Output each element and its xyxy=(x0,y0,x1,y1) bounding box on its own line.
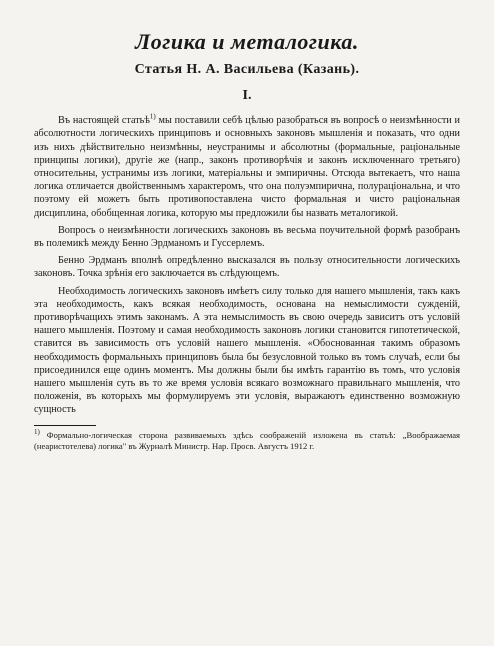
paragraph-1 xyxy=(34,114,460,220)
footnote-text: Формально-логическая сторона развиваемыхъ здѣсь соображеній изложена въ статьѣ: „Воображаемая (неаристотелева) логика" въ Журналѣ Министр. Нар. Просв. Августъ 1912 г. xyxy=(34,429,460,451)
article-byline: Статья Н. А. Васильева (Казань). xyxy=(134,62,360,78)
footnote xyxy=(34,427,460,452)
footnote-divider xyxy=(34,425,96,426)
paragraph-1-rest: мы поставили себѣ цѣлью разобраться въ вопросѣ о неизмѣнности и абсолютности логическихъ принциповъ и основныхъ законовъ мышленія и показать, что одни изъ нихъ дѣйствительно неизмѣнны, неустранимы и абсолютны (формальные, раціональные принципы логики), другіе же (напр., законъ противорѣчія и законъ исключеннаго третьяго) относительны, устранимы изъ логики, матеріальны и эмпиричны. Отсюда вытекаетъ, что наша логика отличается двойственнымъ характеромъ, что она полуэмпирична, полураціональна, и что поэтому ей можетъ быть противопоставлена чисто формальная и чисто раціональная дисциплина, обобщенная логика, которую мы предложили бы назвать металогикой. xyxy=(34,115,461,219)
section-number: I. xyxy=(242,88,252,104)
paragraph-2: Вопросъ о неизмѣнности логическихъ законовъ въ весьма поучительной формѣ разобранъ въ полемикѣ между Бенно Эрдманомъ и Гуссерлемъ. xyxy=(34,224,460,250)
paragraph-3: Бенно Эрдманъ вполнѣ опредѣленно высказался въ пользу относительности логическихъ законовъ. Точка зрѣнія его заключается въ слѣдующемъ. xyxy=(34,255,460,280)
footnote-mark: 1) xyxy=(34,427,40,436)
paragraph-1-start: Въ настоящей статьѣ xyxy=(58,115,150,127)
footnote-reference: 1) xyxy=(149,112,156,121)
paragraph-4: Необходимость логическихъ законовъ имѣетъ силу только для нашего мышленія, такъ какъ эта необходимость, какъ всякая необходимость, основана на немыслимости сужденій, противорѣчащихъ этимъ законамъ. А эта немыслимость въ свою очередь зависитъ отъ условій нашего мышленія. Поэтому и самая необходимость законовъ логики становится гипотетической, ставится въ зависимость отъ условій нашего мышленія. «Обоснованная такимъ образомъ необходимость формальныхъ принциповъ была бы безусловной только въ томъ случаѣ, если бы присоединился еще одинъ моментъ. Мы должны были бы имѣть гарантію въ томъ, что условія нашего мышленія суть въ то же время условія всякаго возможнаго правильнаго мышленія, что положенія, въ которыхъ мы формулируемъ эти условія, выражаютъ единственно возможную сущность xyxy=(34,285,460,416)
article-title: Логика и металогика. xyxy=(135,29,359,54)
